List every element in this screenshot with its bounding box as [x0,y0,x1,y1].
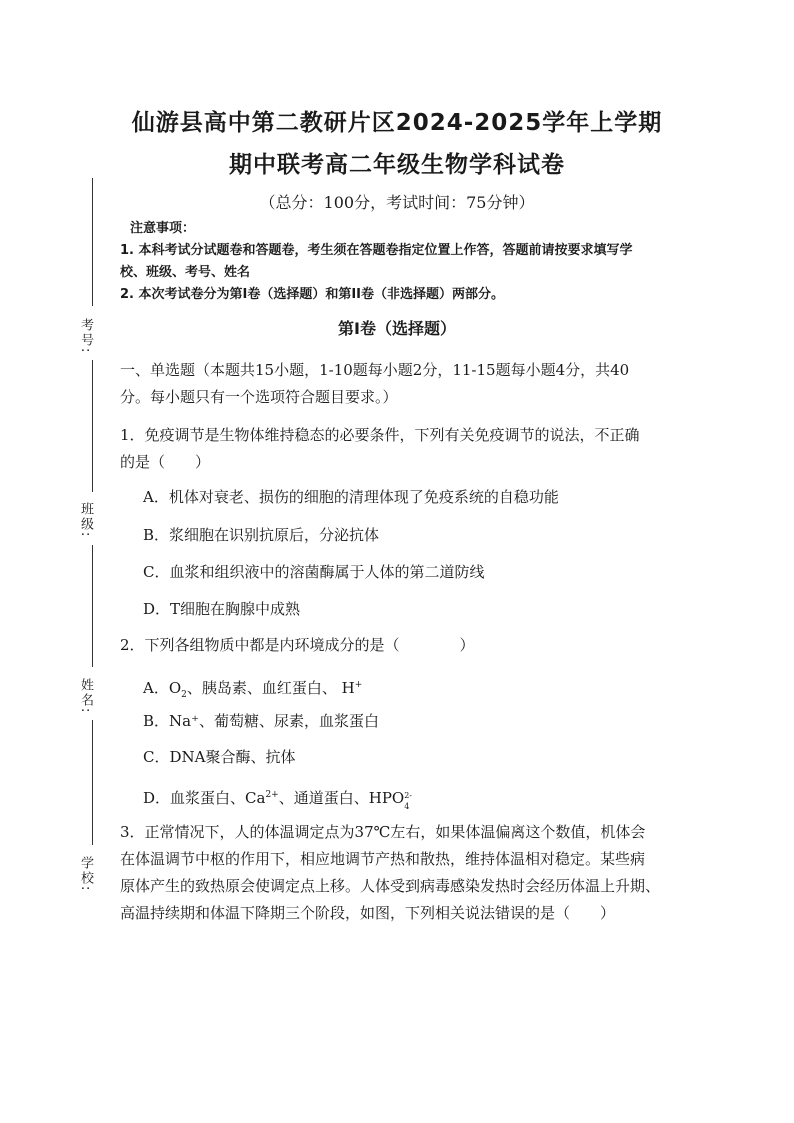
q2a-sup: + [354,680,363,690]
section-title-part-1: 第I卷（选择题） [338,319,456,338]
q2d-mid: 、通道蛋白、HPO [278,789,405,807]
page-title-line-2: 期中联考高二年级生物学科试卷 [229,152,565,178]
question-1-option-a: A．机体对衰老、损伤的细胞的清理体现了免疫系统的自稳功能 [143,488,559,506]
q2d-sup: 2+ [265,790,279,800]
question-1-option-b: B．浆细胞在识别抗原后，分泌抗体 [143,526,380,544]
question-2-option-c: C．DNA聚合酶、抗体 [143,748,296,766]
question-3-line-4: 高温持续期和体温下降期三个阶段，如图，下列相关说法错误的是（ ） [120,904,616,922]
question-3-line-2: 在体温调节中枢的作用下，相应地调节产热和散热，维持体温相对稳定。某些病 [120,850,646,868]
question-1-stem-line-1: 1．免疫调节是生物体维持稳态的必要条件，下列有关免疫调节的说法，不正确 [120,426,640,444]
notes-item-2: 2. 本次考试卷分为第I卷（选择题）和第II卷（非选择题）两部分。 [120,287,505,302]
exam-meta: （总分：100分，考试时间：75分钟） [259,193,535,212]
question-2-option-d [143,784,412,809]
q2d-ion-sub: 4 [404,802,410,811]
binding-label-class: 班级: [78,502,93,539]
notes-block [120,218,680,306]
question-3-stem [120,819,680,927]
binding-line-2 [92,360,93,492]
q2d-prefix: D．血浆蛋白、Ca [143,789,266,807]
question-1-option-c: C．血浆和组织液中的溶菌酶属于人体的第二道防线 [143,563,485,581]
binding-label-exam-number: 考号: [78,318,93,355]
instructions-line-1: 一、单选题（本题共15小题，1-10题每小题2分，11-15题每小题4分，共40 [120,361,630,379]
q2d-ion-stack [404,788,413,811]
page-title-line-1: 仙游县高中第二教研片区2024-2025学年上学期 [131,110,663,136]
q2a-sub: 2 [181,690,187,700]
question-2-option-b: B．Na⁺、葡萄糖、尿素，血浆蛋白 [143,712,380,730]
question-1-stem [120,422,680,476]
q2a-prefix: A．O [143,679,182,697]
section-instructions [120,357,680,411]
question-3-line-1: 3．正常情况下，人的体温调定点为37℃左右，如果体温偏离这个数值，机体会 [120,823,646,841]
q2d-ion-charge: 2- [404,791,413,800]
question-1-option-d: D．T细胞在胸腺中成熟 [143,600,301,618]
binding-line-3 [92,545,93,667]
notes-item-1-line-1: 1. 本科考试分试题卷和答题卷，考生须在答题卷指定位置上作答，答题前请按要求填写学 [120,243,633,258]
question-2-stem: 2．下列各组物质中都是内环境成分的是（ ） [120,636,475,654]
notes-item-1-line-2: 校、班级、考号、姓名 [120,265,251,280]
q2a-mid: 、胰岛素、血红蛋白、 H [186,679,355,697]
instructions-line-2: 分。每小题只有一个选项符合题目要求。） [120,388,398,406]
binding-label-school: 学校: [78,856,93,893]
question-2-option-a [143,674,362,706]
notes-heading: 注意事项： [130,221,196,236]
binding-label-name: 姓名: [78,678,93,715]
question-1-stem-line-2: 的是（ ） [120,453,211,471]
question-3-line-3: 原体产生的致热原会使调定点上移。人体受到病毒感染发热时会经历体温上升期、 [120,877,661,895]
binding-line-4 [92,720,93,845]
